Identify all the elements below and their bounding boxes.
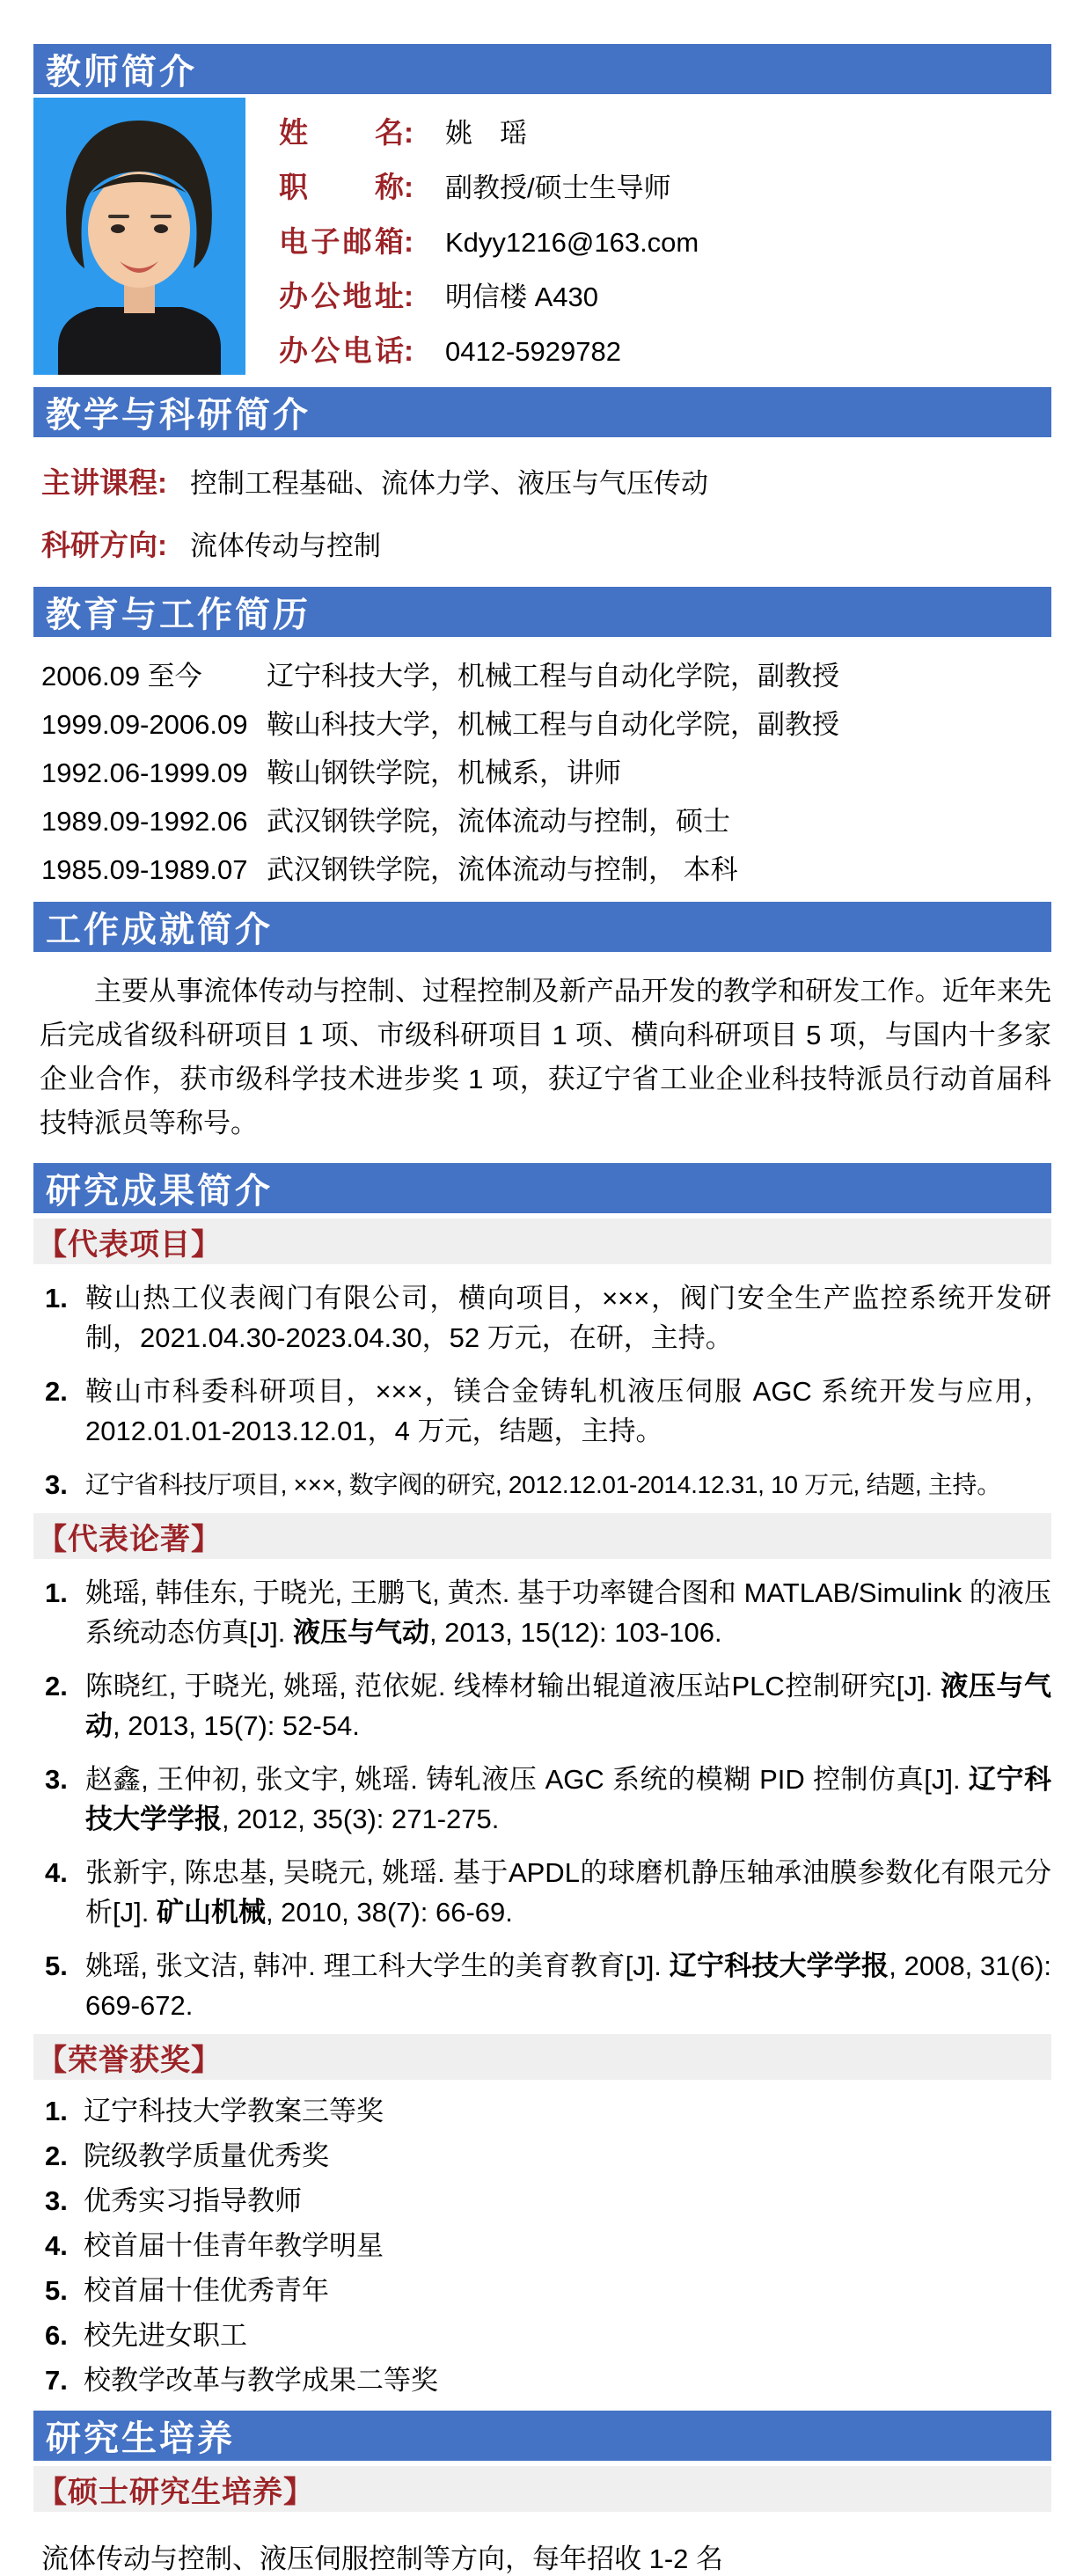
- publications-list: [33, 1573, 1051, 2025]
- field-label: 办公地址:: [279, 280, 414, 312]
- history-detail: 鞍山钢铁学院，机械系，讲师: [267, 757, 621, 788]
- teaching-colon: :: [157, 466, 167, 499]
- subsection-band-projects: [33, 1218, 1051, 1264]
- history-row: [41, 757, 1051, 789]
- honor-item: [45, 2185, 1051, 2217]
- section-bar-achievement: [33, 902, 1051, 952]
- history-period: 1999.09-2006.09: [41, 709, 248, 740]
- field-value: 0412-5929782: [445, 336, 621, 367]
- publication-number: 2.: [45, 1671, 68, 1701]
- publication-item: [45, 1760, 1051, 1839]
- teaching-value: 流体传动与控制: [190, 531, 381, 561]
- publication-journal: 液压与气动: [85, 1671, 1052, 1741]
- field-value: Kdyy1216@163.com: [445, 227, 699, 258]
- subsection-title-projects: 【代表项目】: [37, 1227, 222, 1262]
- publication-text: [85, 1946, 1051, 2025]
- honor-item: [45, 2275, 1051, 2307]
- field-value: 姚 瑶: [445, 118, 527, 149]
- publication-journal: 辽宁科技大学学报: [669, 1950, 889, 1981]
- publication-number: 1.: [45, 1577, 68, 1608]
- honor-item: [45, 2230, 1051, 2262]
- honor-number: 7.: [45, 2365, 68, 2396]
- honor-number: 4.: [45, 2230, 68, 2261]
- project-item: [45, 1465, 1051, 1504]
- teaching-row: [41, 523, 1051, 564]
- section-bar-history: [33, 587, 1051, 637]
- profile-field-row: [279, 328, 1051, 370]
- honor-item: [45, 2096, 1051, 2127]
- publication-issue: , 2012, 35(3): 271-275.: [222, 1804, 500, 1834]
- teacher-photo: [33, 98, 245, 375]
- profile-field-row: [279, 219, 1051, 260]
- section-bar-graduate: [33, 2411, 1051, 2461]
- subsection-title-honors: 【荣誉获奖】: [37, 2043, 222, 2077]
- publication-text: [85, 1853, 1051, 1932]
- honor-text: 院级教学质量优秀奖: [84, 2141, 329, 2171]
- subsection-title-publications: 【代表论著】: [37, 1522, 222, 1556]
- history-period: 1992.06-1999.09: [41, 757, 248, 788]
- honor-text: 辽宁科技大学教案三等奖: [84, 2096, 384, 2126]
- publication-text: [85, 1573, 1051, 1652]
- section-title-teaching: 教学与科研简介: [46, 396, 311, 435]
- publication-citation: 赵鑫, 王仲初, 张文宇, 姚瑶. 铸轧液压 AGC 系统的模糊 PID 控制仿真[J].: [85, 1764, 969, 1795]
- publication-journal: 液压与气动: [292, 1617, 429, 1648]
- history-period: 1985.09-1989.07: [41, 854, 248, 885]
- field-label: 电子邮箱:: [279, 225, 414, 258]
- honor-item: [45, 2320, 1051, 2352]
- honor-number: 5.: [45, 2275, 68, 2306]
- subsection-title-master: 【硕士研究生培养】: [37, 2475, 314, 2509]
- profile-field-row: [279, 274, 1051, 315]
- project-text: 鞍山热工仪表阀门有限公司，横向项目，×××，阀门安全生产监控系统开发研制，2021.04.30-2023.04.30，52 万元，在研，主持。: [85, 1283, 1051, 1353]
- profile-field-row: [279, 165, 1051, 206]
- history-row: [41, 805, 1051, 838]
- profile-block: [33, 98, 1051, 375]
- honors-list: [45, 2096, 1051, 2397]
- section-bar-teacher: [33, 44, 1051, 94]
- teaching-row: [41, 460, 1051, 501]
- teaching-rows: [41, 460, 1051, 564]
- field-label: 姓名:: [279, 116, 414, 149]
- honor-number: 1.: [45, 2096, 68, 2126]
- publication-item: [45, 1853, 1051, 1932]
- publication-number: 4.: [45, 1857, 68, 1888]
- history-detail: 武汉钢铁学院，流体流动与控制， 本科: [267, 854, 738, 885]
- field-colon: :: [404, 225, 414, 258]
- publication-citation: 姚瑶, 韩佳东, 于晓光, 王鹏飞, 黄杰. 基于功率键合图和 MATLAB/Simulink 的液压系统动态仿真[J].: [85, 1577, 1051, 1648]
- field-colon: :: [404, 171, 414, 203]
- section-title-graduate: 研究生培养: [46, 2419, 235, 2458]
- section-title-research: 研究成果简介: [46, 1172, 273, 1211]
- field-colon: :: [404, 334, 414, 367]
- history-detail: 鞍山科技大学，机械工程与自动化学院，副教授: [267, 709, 839, 740]
- honor-number: 2.: [45, 2141, 68, 2171]
- projects-list: [33, 1278, 1051, 1504]
- publication-journal: 矿山机械: [156, 1897, 266, 1928]
- honor-item: [45, 2365, 1051, 2397]
- history-row: [41, 660, 1051, 692]
- honor-text: 校教学改革与教学成果二等奖: [84, 2365, 438, 2396]
- section-title-history: 教育与工作简历: [46, 596, 311, 634]
- history-period: 1989.09-1992.06: [41, 806, 248, 837]
- publication-issue: , 2010, 38(7): 66-69.: [265, 1897, 513, 1928]
- publication-citation: 姚瑶, 张文洁, 韩冲. 理工科大学生的美育教育[J].: [85, 1950, 670, 1981]
- honor-text: 优秀实习指导教师: [84, 2185, 302, 2216]
- section-bar-research: [33, 1163, 1051, 1213]
- honor-text: 校先进女职工: [84, 2320, 247, 2351]
- history-detail: 武汉钢铁学院，流体流动与控制，硕士: [267, 806, 730, 837]
- teaching-colon: :: [157, 529, 167, 561]
- section-bar-teaching: [33, 387, 1051, 437]
- project-number: 1.: [45, 1283, 68, 1314]
- graduate-recruiting-text: 流体传动与控制、液压伺服控制等方向，每年招收 1-2 名: [41, 2543, 724, 2574]
- field-value: 副教授/硕士生导师: [445, 172, 671, 203]
- history-row: [41, 853, 1051, 886]
- achievement-paragraph: 主要从事流体传动与控制、过程控制及新产品开发的教学和研发工作。近年来先后完成省级科研项目 1 项、市级科研项目 1 项、横向科研项目 5 项，与国内十多家企业合作，获市级科学技术进步奖 1 项，获辽宁省工业企业科技特派员行动首届科技特派员等称号。: [40, 976, 1051, 1138]
- field-label: 职称:: [279, 171, 414, 203]
- project-item: [45, 1372, 1051, 1451]
- field-colon: :: [404, 280, 414, 312]
- project-text: 鞍山市科委科研项目，×××，镁合金铸轧机液压伺服 AGC 系统开发与应用，2012.01.01-2013.12.01，4 万元，结题，主持。: [85, 1376, 1051, 1446]
- publication-item: [45, 1666, 1051, 1745]
- honor-number: 6.: [45, 2320, 68, 2351]
- portrait-image: [33, 98, 245, 375]
- publication-issue: , 2013, 15(12): 103-106.: [428, 1617, 722, 1648]
- publication-citation: 张新宇, 陈忠基, 吴晓元, 姚瑶. 基于APDL的球磨机静压轴承油膜参数化有限元分析[J].: [85, 1857, 1051, 1928]
- profile-field-row: [279, 110, 1051, 151]
- teaching-label: 主讲课程:: [41, 466, 167, 499]
- project-item: [45, 1278, 1051, 1358]
- publication-item: [45, 1946, 1051, 2025]
- publication-issue: , 2008, 31(6): 669-672.: [85, 1950, 1052, 2021]
- field-value: 明信楼 A430: [445, 282, 599, 312]
- project-number: 3.: [45, 1469, 68, 1500]
- publication-citation: 陈晓红, 于晓光, 姚瑶, 范依妮. 线棒材输出辊道液压站PLC控制研究[J].: [85, 1671, 941, 1701]
- section-title-achievement: 工作成就简介: [46, 911, 273, 949]
- profile-fields: [279, 98, 1051, 375]
- history-period: 2006.09 至今: [41, 661, 202, 692]
- honor-item: [45, 2141, 1051, 2172]
- publication-number: 3.: [45, 1764, 68, 1795]
- field-label: 办公电话:: [279, 334, 414, 367]
- publication-text: [85, 1760, 1051, 1839]
- honor-text: 校首届十佳优秀青年: [84, 2275, 329, 2306]
- subsection-band-master: [33, 2466, 1051, 2512]
- publication-text: [85, 1666, 1051, 1745]
- history-list: [41, 660, 1051, 886]
- honor-number: 3.: [45, 2185, 68, 2216]
- project-text: 辽宁省科技厅项目, ×××, 数字阀的研究, 2012.12.01-2014.12.31, 10 万元, 结题, 主持。: [85, 1471, 1001, 1498]
- publication-issue: , 2013, 15(7): 52-54.: [113, 1710, 360, 1741]
- section-title-teacher: 教师简介: [46, 53, 197, 91]
- teaching-value: 控制工程基础、流体力学、液压与气压传动: [190, 468, 708, 499]
- subsection-band-honors: [33, 2034, 1051, 2080]
- history-row: [41, 708, 1051, 741]
- honor-text: 校首届十佳青年教学明星: [84, 2230, 384, 2261]
- field-colon: :: [404, 116, 414, 149]
- history-detail: 辽宁科技大学，机械工程与自动化学院，副教授: [267, 661, 839, 692]
- publication-number: 5.: [45, 1950, 68, 1981]
- publication-journal: 辽宁科技大学学报: [85, 1764, 1052, 1834]
- teaching-label: 科研方向:: [41, 529, 167, 561]
- subsection-band-publications: [33, 1513, 1051, 1559]
- project-number: 2.: [45, 1376, 68, 1407]
- publication-item: [45, 1573, 1051, 1652]
